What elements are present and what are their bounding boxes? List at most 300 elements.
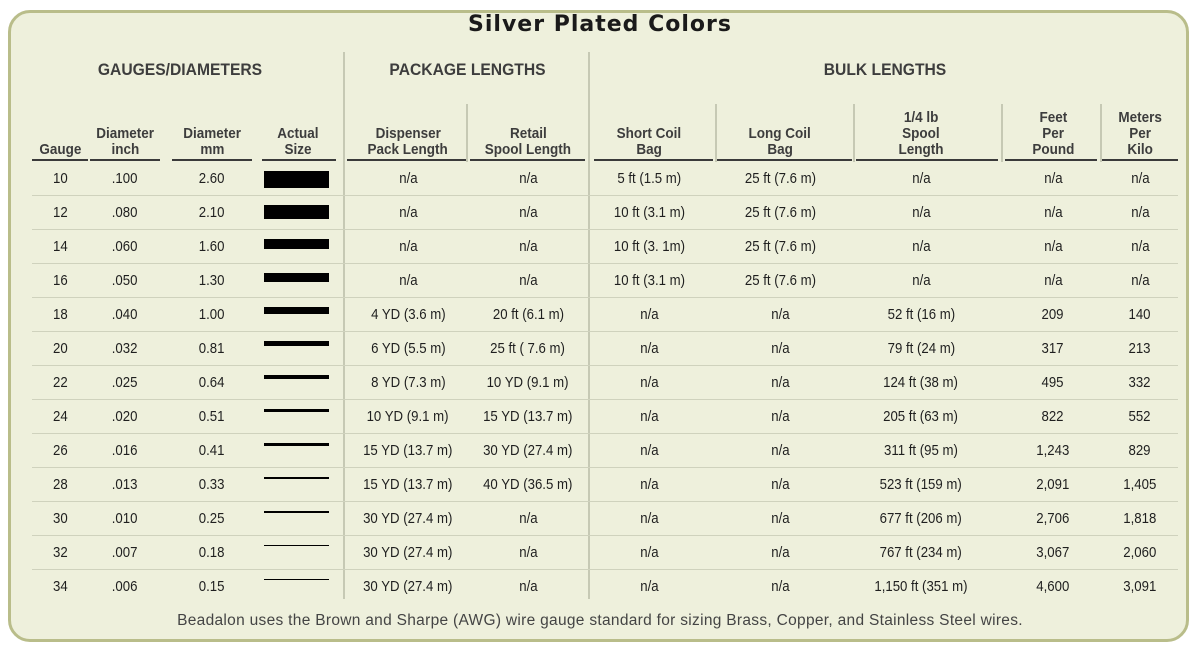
cell-diameter-mm (162, 230, 262, 264)
header-underline (347, 159, 466, 161)
cell-dispenser-pack-length (339, 400, 477, 434)
cell-text: 6 YD (5.5 m) (370, 340, 446, 357)
cell-text: n/a (398, 204, 418, 221)
cell-text: 22 (52, 374, 68, 391)
column-header-line: Size (284, 141, 312, 158)
cell-text: 16 (52, 272, 68, 289)
column-header-line: Length (898, 141, 944, 158)
cell-text: 124 ft (38 m) (883, 374, 959, 391)
cell-text: n/a (1043, 272, 1063, 289)
cell-text: 10 (52, 170, 68, 187)
column-header-retail-spool-length (459, 102, 597, 158)
column-header-diameter-mm (162, 102, 262, 158)
cell-diameter-inch (75, 400, 175, 434)
column-header-meters-per-kilo (1090, 102, 1190, 158)
cell-short-coil-bag (579, 502, 719, 536)
cell-diameter-mm (162, 400, 262, 434)
cell-text: 30 YD (27.4 m) (363, 510, 453, 527)
cell-text: 317 (1041, 340, 1065, 357)
cell-diameter-inch (75, 196, 175, 230)
cell-diameter-mm (162, 162, 262, 196)
cell-diameter-inch (75, 434, 175, 468)
cell-text: n/a (398, 170, 418, 187)
cell-text: 28 (52, 476, 68, 493)
column-header-line: Spool (902, 125, 940, 142)
column-header-line: Diameter (96, 125, 154, 142)
column-header-dispenser-pack-length (339, 102, 477, 158)
cell-quarter-lb-spool-length (841, 434, 1001, 468)
cell-meters-per-kilo (1090, 502, 1190, 536)
cell-text: 767 ft (234 m) (879, 544, 963, 561)
group-gauges-diameters: GAUGES/DIAMETERS (97, 60, 263, 79)
cell-text: 1.60 (199, 238, 225, 255)
cell-retail-spool-length (459, 196, 597, 230)
column-header-quarter-lb-spool-length (841, 102, 1001, 158)
cell-text: 40 YD (36.5 m) (483, 476, 573, 493)
cell-text: n/a (518, 544, 538, 561)
column-header-line: Feet (1039, 109, 1067, 126)
cell-text: 1.30 (199, 272, 225, 289)
cell-text: 20 ft (6.1 m) (492, 306, 564, 323)
cell-text: 0.81 (199, 340, 225, 357)
column-header-line: Pack Length (367, 141, 449, 158)
cell-text: n/a (398, 272, 418, 289)
cell-long-coil-bag (705, 162, 855, 196)
cell-quarter-lb-spool-length (841, 570, 1001, 604)
cell-text: 213 (1128, 340, 1152, 357)
cell-dispenser-pack-length (339, 366, 477, 400)
cell-text: 26 (52, 442, 68, 459)
wire-actual-size-bar (264, 375, 329, 379)
wire-actual-size-bar (264, 477, 329, 479)
cell-diameter-inch (75, 570, 175, 604)
cell-retail-spool-length (459, 264, 597, 298)
cell-text: 4 YD (3.6 m) (370, 306, 446, 323)
cell-text: n/a (770, 578, 790, 595)
wire-actual-size-bar (264, 273, 329, 282)
column-header-actual-size (248, 102, 348, 158)
column-separator (1100, 104, 1102, 162)
cell-quarter-lb-spool-length (841, 536, 1001, 570)
cell-meters-per-kilo (1090, 298, 1190, 332)
cell-text: 1,243 (1036, 442, 1070, 459)
cell-text: 4,600 (1036, 578, 1070, 595)
cell-dispenser-pack-length (339, 196, 477, 230)
column-header-line: Actual (277, 125, 319, 142)
cell-long-coil-bag (705, 298, 855, 332)
cell-text: .032 (112, 340, 138, 357)
cell-text: 829 (1128, 442, 1152, 459)
column-header-line: mm (199, 141, 225, 158)
cell-retail-spool-length (459, 502, 597, 536)
cell-meters-per-kilo (1090, 230, 1190, 264)
cell-meters-per-kilo (1090, 162, 1190, 196)
cell-meters-per-kilo (1090, 264, 1190, 298)
cell-meters-per-kilo (1090, 332, 1190, 366)
cell-text: n/a (639, 340, 659, 357)
cell-quarter-lb-spool-length (841, 332, 1001, 366)
column-header-line: Per (1129, 125, 1151, 142)
cell-retail-spool-length (459, 536, 597, 570)
cell-text: 25 ft ( 7.6 m) (490, 340, 566, 357)
cell-text: n/a (518, 238, 538, 255)
cell-text: n/a (770, 544, 790, 561)
cell-text: n/a (639, 442, 659, 459)
cell-text: 3,067 (1036, 544, 1070, 561)
cell-text: 30 (52, 510, 68, 527)
cell-text: .013 (112, 476, 138, 493)
cell-long-coil-bag (705, 230, 855, 264)
cell-text: 24 (52, 408, 68, 425)
cell-text: n/a (518, 578, 538, 595)
cell-text: n/a (518, 510, 538, 527)
column-header-line: Long Coil (748, 125, 812, 142)
wire-actual-size-bar (264, 239, 329, 249)
cell-text: 10 ft (3. 1m) (613, 238, 685, 255)
column-header-line: Gauge (38, 141, 82, 158)
header-underline (172, 159, 252, 161)
cell-meters-per-kilo (1090, 468, 1190, 502)
cell-text: 30 YD (27.4 m) (363, 578, 453, 595)
cell-text: 18 (52, 306, 68, 323)
cell-text: 15 YD (13.7 m) (363, 442, 453, 459)
cell-text: n/a (518, 272, 538, 289)
cell-text: 34 (52, 578, 68, 595)
wire-actual-size-bar (264, 443, 329, 446)
cell-meters-per-kilo (1090, 536, 1190, 570)
cell-text: .050 (112, 272, 138, 289)
cell-diameter-mm (162, 570, 262, 604)
cell-diameter-mm (162, 332, 262, 366)
cell-text: .010 (112, 510, 138, 527)
cell-text: 0.64 (199, 374, 225, 391)
cell-text: n/a (770, 340, 790, 357)
cell-text: 32 (52, 544, 68, 561)
cell-meters-per-kilo (1090, 196, 1190, 230)
cell-text: .006 (112, 578, 138, 595)
header-underline (594, 159, 713, 161)
cell-text: 2,091 (1036, 476, 1070, 493)
cell-diameter-mm (162, 264, 262, 298)
cell-text: n/a (770, 408, 790, 425)
cell-diameter-inch (75, 332, 175, 366)
cell-text: 332 (1128, 374, 1152, 391)
cell-diameter-inch (75, 468, 175, 502)
cell-quarter-lb-spool-length (841, 400, 1001, 434)
cell-retail-spool-length (459, 434, 597, 468)
cell-diameter-inch (75, 536, 175, 570)
cell-text: 2,060 (1123, 544, 1157, 561)
cell-retail-spool-length (459, 366, 597, 400)
cell-text: n/a (518, 204, 538, 221)
cell-retail-spool-length (459, 298, 597, 332)
cell-text: n/a (639, 476, 659, 493)
cell-long-coil-bag (705, 264, 855, 298)
cell-text: 79 ft (24 m) (887, 340, 955, 357)
cell-text: n/a (1043, 204, 1063, 221)
cell-text: 205 ft (63 m) (883, 408, 959, 425)
cell-text: n/a (770, 476, 790, 493)
cell-diameter-mm (162, 366, 262, 400)
wire-actual-size-bar (264, 341, 329, 346)
cell-quarter-lb-spool-length (841, 502, 1001, 536)
column-header-diameter-inch (75, 102, 175, 158)
cell-text: n/a (639, 306, 659, 323)
wire-actual-size-bar (264, 511, 329, 513)
cell-diameter-mm (162, 434, 262, 468)
cell-retail-spool-length (459, 570, 597, 604)
cell-long-coil-bag (705, 400, 855, 434)
cell-dispenser-pack-length (339, 468, 477, 502)
cell-short-coil-bag (579, 468, 719, 502)
cell-text: 3,091 (1123, 578, 1157, 595)
cell-dispenser-pack-length (339, 162, 477, 196)
cell-dispenser-pack-length (339, 502, 477, 536)
header-underline (470, 159, 585, 161)
cell-text: .060 (112, 238, 138, 255)
cell-short-coil-bag (579, 434, 719, 468)
column-header-line: Pound (1032, 141, 1074, 158)
page-title: Silver Plated Colors (468, 12, 732, 37)
cell-text: n/a (770, 306, 790, 323)
column-header-line: Per (1042, 125, 1064, 142)
cell-text: 140 (1128, 306, 1152, 323)
cell-text: n/a (911, 272, 931, 289)
cell-diameter-inch (75, 162, 175, 196)
column-header-line: Kilo (1127, 141, 1153, 158)
cell-text: 20 (52, 340, 68, 357)
cell-text: n/a (770, 442, 790, 459)
cell-text: 0.33 (199, 476, 225, 493)
column-header-line: Retail (509, 125, 547, 142)
cell-text: n/a (1130, 272, 1150, 289)
column-header-line: Bag (636, 141, 662, 158)
cell-quarter-lb-spool-length (841, 230, 1001, 264)
cell-text: 0.18 (199, 544, 225, 561)
cell-text: 30 YD (27.4 m) (363, 544, 453, 561)
cell-long-coil-bag (705, 434, 855, 468)
cell-short-coil-bag (579, 536, 719, 570)
cell-diameter-mm (162, 468, 262, 502)
cell-text: 10 YD (9.1 m) (367, 408, 449, 425)
cell-text: 0.51 (199, 408, 225, 425)
cell-quarter-lb-spool-length (841, 366, 1001, 400)
cell-text: 0.15 (199, 578, 225, 595)
cell-long-coil-bag (705, 196, 855, 230)
cell-text: 25 ft (7.6 m) (744, 238, 816, 255)
cell-text: .007 (112, 544, 138, 561)
cell-text: 2,706 (1036, 510, 1070, 527)
cell-quarter-lb-spool-length (841, 162, 1001, 196)
cell-meters-per-kilo (1090, 570, 1190, 604)
cell-dispenser-pack-length (339, 536, 477, 570)
cell-short-coil-bag (579, 366, 719, 400)
cell-meters-per-kilo (1090, 400, 1190, 434)
column-header-line: Diameter (183, 125, 241, 142)
cell-text: 1.00 (199, 306, 225, 323)
cell-text: n/a (639, 578, 659, 595)
cell-short-coil-bag (579, 264, 719, 298)
wire-actual-size-bar (264, 307, 329, 314)
cell-quarter-lb-spool-length (841, 468, 1001, 502)
cell-text: 311 ft (95 m) (884, 442, 958, 459)
cell-text: 52 ft (16 m) (887, 306, 955, 323)
header-underline (717, 159, 852, 161)
cell-long-coil-bag (705, 468, 855, 502)
cell-text: n/a (639, 408, 659, 425)
column-header-line: inch (111, 141, 139, 158)
column-header-line: Meters (1118, 109, 1162, 126)
cell-text: 8 YD (7.3 m) (370, 374, 446, 391)
cell-text: .080 (112, 204, 138, 221)
cell-text: 1,818 (1123, 510, 1157, 527)
wire-actual-size-bar (264, 545, 329, 546)
cell-text: 15 YD (13.7 m) (483, 408, 573, 425)
cell-dispenser-pack-length (339, 298, 477, 332)
cell-dispenser-pack-length (339, 434, 477, 468)
cell-meters-per-kilo (1090, 366, 1190, 400)
cell-dispenser-pack-length (339, 332, 477, 366)
cell-text: .040 (112, 306, 138, 323)
cell-text: n/a (518, 170, 538, 187)
cell-short-coil-bag (579, 230, 719, 264)
cell-text: 1,150 ft (351 m) (874, 578, 968, 595)
cell-text: n/a (1043, 170, 1063, 187)
cell-retail-spool-length (459, 468, 597, 502)
cell-retail-spool-length (459, 332, 597, 366)
column-header-long-coil-bag (705, 102, 855, 158)
cell-text: 0.41 (199, 442, 225, 459)
cell-text: n/a (639, 544, 659, 561)
cell-retail-spool-length (459, 400, 597, 434)
cell-diameter-inch (75, 230, 175, 264)
cell-quarter-lb-spool-length (841, 298, 1001, 332)
cell-short-coil-bag (579, 400, 719, 434)
cell-text: 2.10 (199, 204, 225, 221)
cell-diameter-inch (75, 298, 175, 332)
column-header-line: Spool Length (484, 141, 572, 158)
cell-long-coil-bag (705, 366, 855, 400)
column-header-line: Dispenser (375, 125, 441, 142)
cell-retail-spool-length (459, 162, 597, 196)
header-underline (1005, 159, 1097, 161)
cell-text: n/a (770, 510, 790, 527)
cell-short-coil-bag (579, 570, 719, 604)
cell-text: 10 YD (9.1 m) (487, 374, 569, 391)
header-underline (1102, 159, 1178, 161)
cell-text: 552 (1128, 408, 1152, 425)
cell-retail-spool-length (459, 230, 597, 264)
wire-actual-size-bar (264, 409, 329, 412)
column-header-short-coil-bag (579, 102, 719, 158)
wire-actual-size-bar (264, 171, 329, 188)
cell-text: 14 (52, 238, 68, 255)
cell-text: 5 ft (1.5 m) (617, 170, 681, 187)
cell-text: n/a (911, 170, 931, 187)
cell-text: n/a (1130, 204, 1150, 221)
cell-dispenser-pack-length (339, 264, 477, 298)
cell-dispenser-pack-length (339, 230, 477, 264)
wire-actual-size-bar (264, 205, 329, 219)
cell-meters-per-kilo (1090, 434, 1190, 468)
cell-text: n/a (639, 510, 659, 527)
cell-text: .025 (112, 374, 138, 391)
footer-note: Beadalon uses the Brown and Sharpe (AWG) wire gauge standard for sizing Brass, Copper, and Stainless Steel wires. (177, 612, 1023, 629)
cell-text: 822 (1041, 408, 1065, 425)
cell-short-coil-bag (579, 162, 719, 196)
cell-text: 677 ft (206 m) (879, 510, 963, 527)
cell-text: 10 ft (3.1 m) (613, 204, 685, 221)
cell-text: 25 ft (7.6 m) (744, 204, 816, 221)
cell-text: n/a (1130, 238, 1150, 255)
column-separator (853, 104, 855, 162)
cell-text: .016 (112, 442, 138, 459)
cell-text: n/a (639, 374, 659, 391)
cell-text: 495 (1041, 374, 1065, 391)
cell-text: n/a (1043, 238, 1063, 255)
header-underline (856, 159, 998, 161)
cell-text: 10 ft (3.1 m) (613, 272, 685, 289)
column-header-line: Bag (767, 141, 793, 158)
cell-text: 0.25 (199, 510, 225, 527)
cell-quarter-lb-spool-length (841, 264, 1001, 298)
cell-quarter-lb-spool-length (841, 196, 1001, 230)
cell-text: n/a (770, 374, 790, 391)
cell-text: .020 (112, 408, 138, 425)
cell-diameter-inch (75, 366, 175, 400)
cell-diameter-inch (75, 264, 175, 298)
cell-short-coil-bag (579, 196, 719, 230)
group-bulk-lengths: BULK LENGTHS (823, 60, 947, 79)
cell-long-coil-bag (705, 502, 855, 536)
cell-text: 25 ft (7.6 m) (744, 272, 816, 289)
column-separator (1001, 104, 1003, 162)
cell-text: 12 (52, 204, 68, 221)
cell-text: n/a (398, 238, 418, 255)
cell-text: 15 YD (13.7 m) (363, 476, 453, 493)
cell-text: 209 (1041, 306, 1065, 323)
cell-text: n/a (911, 204, 931, 221)
header-underline (32, 159, 88, 161)
cell-text: 523 ft (159 m) (879, 476, 963, 493)
cell-long-coil-bag (705, 570, 855, 604)
cell-text: 25 ft (7.6 m) (744, 170, 816, 187)
wire-actual-size-bar (264, 579, 329, 580)
cell-text: .100 (112, 170, 138, 187)
cell-short-coil-bag (579, 298, 719, 332)
cell-dispenser-pack-length (339, 570, 477, 604)
cell-text: 1,405 (1123, 476, 1157, 493)
cell-text: n/a (1130, 170, 1150, 187)
column-header-line: 1/4 lb (903, 109, 939, 126)
group-package-lengths: PACKAGE LENGTHS (389, 60, 546, 79)
cell-diameter-mm (162, 502, 262, 536)
header-underline (262, 159, 336, 161)
cell-long-coil-bag (705, 332, 855, 366)
cell-long-coil-bag (705, 536, 855, 570)
cell-short-coil-bag (579, 332, 719, 366)
column-separator (466, 104, 468, 162)
cell-diameter-mm (162, 196, 262, 230)
column-separator (715, 104, 717, 162)
cell-text: 2.60 (199, 170, 225, 187)
header-underline (90, 159, 160, 161)
cell-diameter-mm (162, 298, 262, 332)
cell-diameter-inch (75, 502, 175, 536)
cell-text: 30 YD (27.4 m) (483, 442, 573, 459)
cell-diameter-mm (162, 536, 262, 570)
column-header-line: Short Coil (616, 125, 682, 142)
